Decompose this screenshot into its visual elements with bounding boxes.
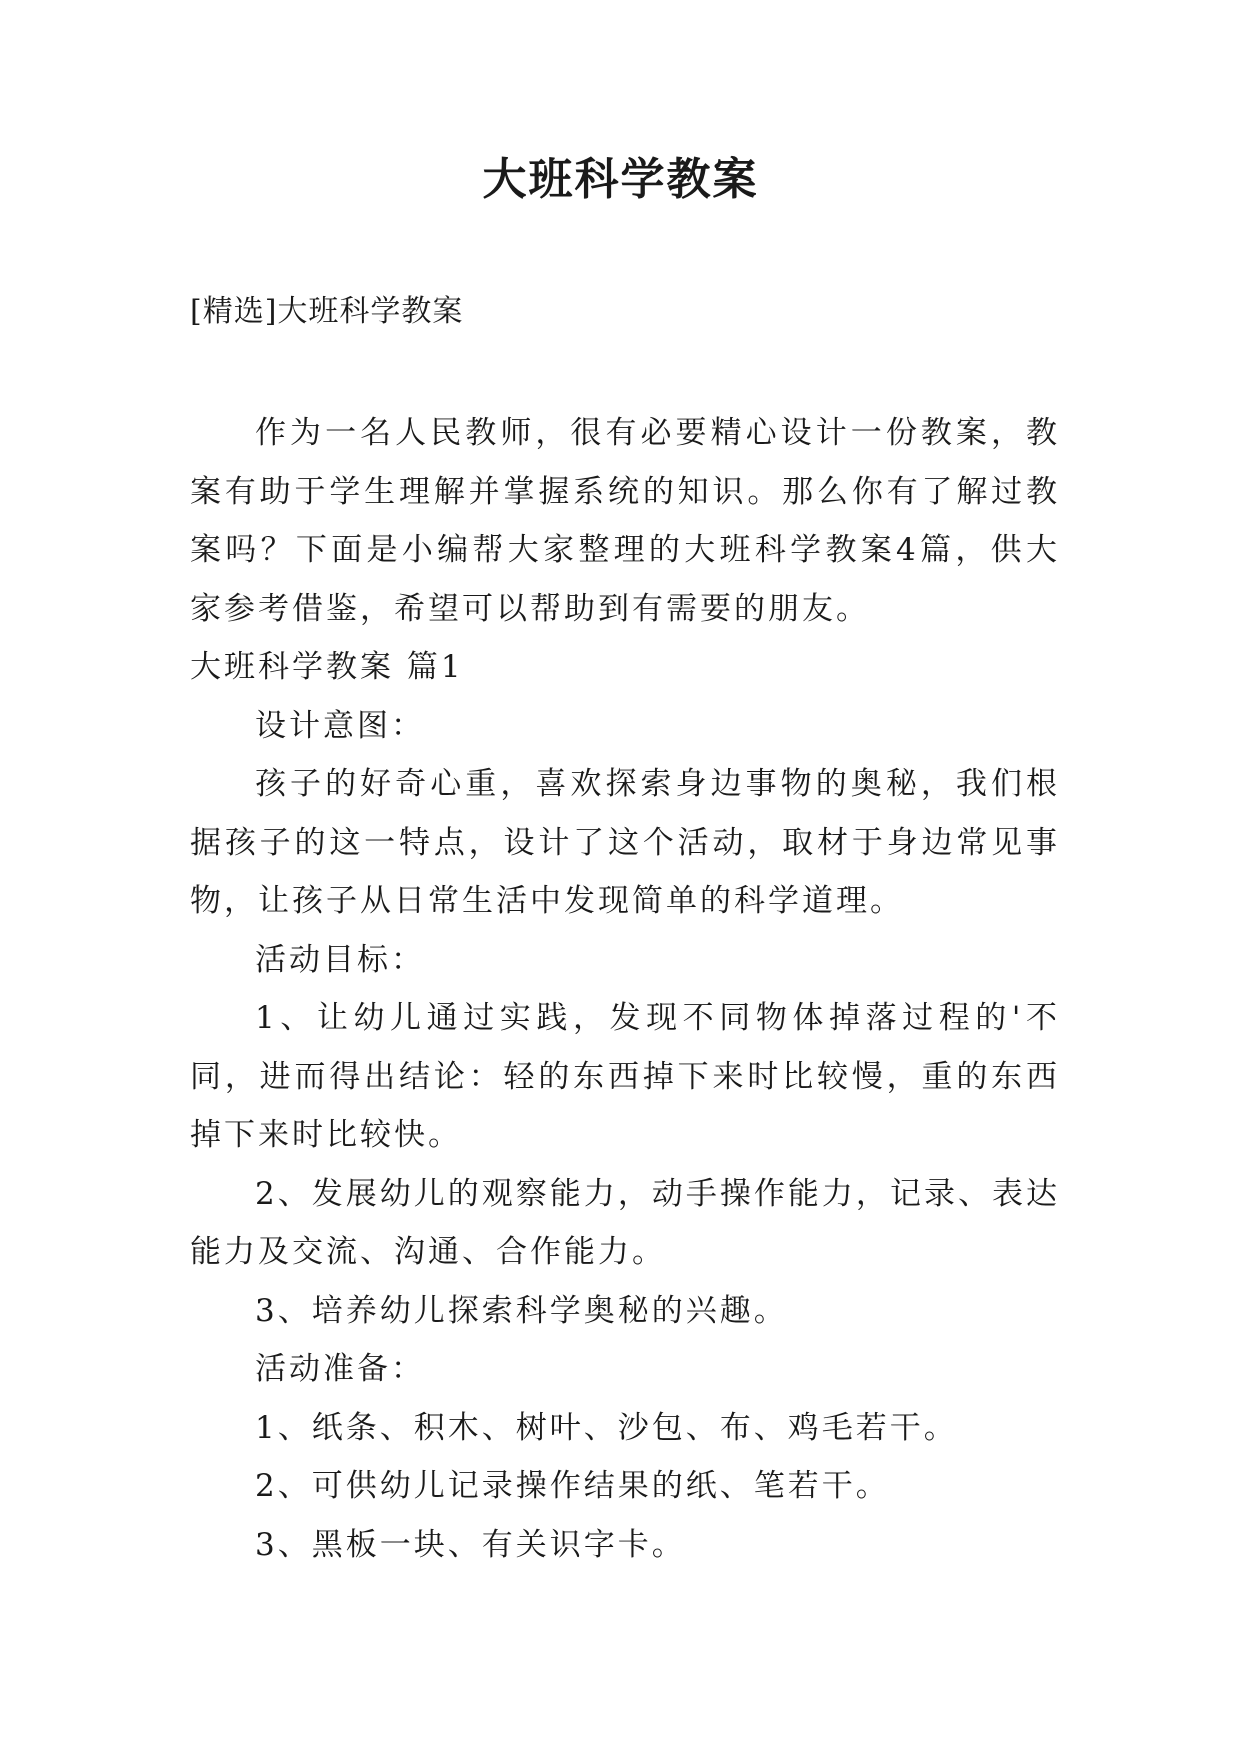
- document-body: [190, 404, 1060, 1574]
- prep-item-1: 1、纸条、积木、树叶、沙包、布、鸡毛若干。: [255, 1409, 958, 1446]
- goal-item-3: 3、培养幼儿探索科学奥秘的兴趣。: [255, 1292, 788, 1329]
- goal-item-1: 1、让幼儿通过实践，发现不同物体掉落过程的'不同，进而得出结论：轻的东西掉下来时比较慢，重的东西掉下来时比较快。: [190, 1000, 1060, 1153]
- prep-item-3: 3、黑板一块、有关识字卡。: [255, 1526, 686, 1563]
- design-intent-paragraph: 孩子的好奇心重，喜欢探索身边事物的奥秘，我们根据孩子的这一特点，设计了这个活动，取材于身边常见事物，让孩子从日常生活中发现简单的科学道理。: [190, 766, 1060, 919]
- section-heading: 大班科学教案 篇1: [190, 649, 464, 685]
- intro-paragraph: 作为一名人民教师，很有必要精心设计一份教案，教案有助于学生理解并掌握系统的知识。那么你有了解过教案吗？下面是小编帮大家整理的大班科学教案4篇，供大家参考借鉴，希望可以帮助到有需要的朋友。: [190, 415, 1060, 627]
- prep-item-2: 2、可供幼儿记录操作结果的纸、笔若干。: [255, 1468, 890, 1504]
- document-title: 大班科学教案: [482, 154, 759, 205]
- activity-goals-heading: 活动目标：: [255, 941, 425, 978]
- design-intent-heading: 设计意图：: [255, 707, 425, 744]
- activity-prep-heading: 活动准备：: [255, 1351, 425, 1387]
- document-subtitle: [精选]大班科学教案: [190, 294, 464, 329]
- goal-item-2: 2、发展幼儿的观察能力，动手操作能力，记录、表达能力及交流、沟通、合作能力。: [190, 1175, 1060, 1270]
